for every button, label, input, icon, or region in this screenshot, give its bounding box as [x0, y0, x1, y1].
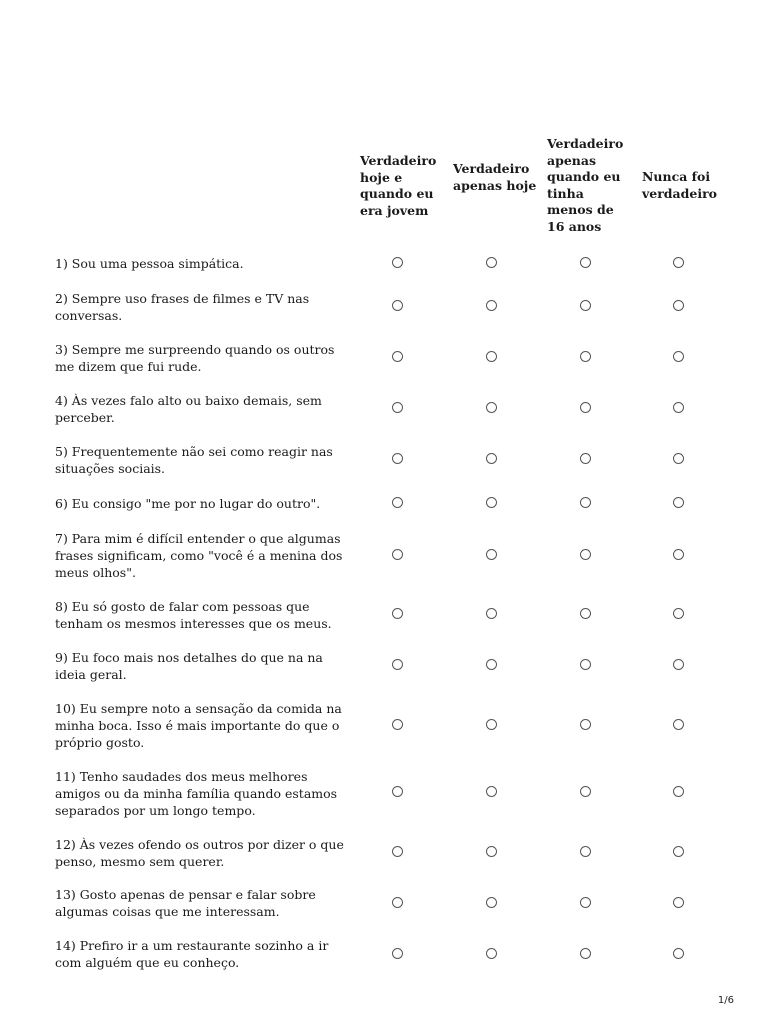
- radio-true-now-and-young[interactable]: [392, 497, 403, 508]
- radio-never-true[interactable]: [673, 948, 684, 959]
- radio-true-only-now[interactable]: [486, 453, 497, 464]
- radio-never-true[interactable]: [673, 402, 684, 413]
- radio-never-true[interactable]: [673, 846, 684, 857]
- radio-never-true[interactable]: [673, 497, 684, 508]
- radio-true-now-and-young[interactable]: [392, 351, 403, 362]
- radio-true-only-under-16[interactable]: [580, 497, 591, 508]
- radio-true-only-now[interactable]: [486, 786, 497, 797]
- radio-never-true[interactable]: [673, 659, 684, 670]
- radio-true-only-under-16[interactable]: [580, 719, 591, 730]
- radio-never-true[interactable]: [673, 897, 684, 908]
- radio-true-now-and-young[interactable]: [392, 846, 403, 857]
- radio-true-now-and-young[interactable]: [392, 719, 403, 730]
- radio-true-now-and-young[interactable]: [392, 659, 403, 670]
- question-text: 3) Sempre me surpreendo quando os outros me dizem que fui rude.: [55, 342, 335, 374]
- question-text: 14) Prefiro ir a um restaurante sozinho a ir com alguém que eu conheço.: [55, 938, 329, 970]
- radio-never-true[interactable]: [673, 549, 684, 560]
- radio-true-only-under-16[interactable]: [580, 300, 591, 311]
- radio-true-only-now[interactable]: [486, 719, 497, 730]
- question-text: 7) Para mim é difícil entender o que algumas frases significam, como "você é a menina dos meus olhos".: [55, 531, 343, 580]
- radio-true-only-under-16[interactable]: [580, 257, 591, 268]
- question-text: 10) Eu sempre noto a sensação da comida na minha boca. Isso é mais importante do que o próprio gosto.: [55, 701, 342, 750]
- radio-true-now-and-young[interactable]: [392, 257, 403, 268]
- radio-true-only-now[interactable]: [486, 300, 497, 311]
- column-header-never-true: Nunca foi verdadeiro: [642, 169, 718, 201]
- radio-true-only-now[interactable]: [486, 257, 497, 268]
- page-number: 1/6: [717, 995, 734, 1006]
- column-header-true-only-now: Verdadeiro apenas hoje: [453, 161, 537, 193]
- radio-true-only-now[interactable]: [486, 549, 497, 560]
- radio-true-now-and-young[interactable]: [392, 300, 403, 311]
- radio-true-only-under-16[interactable]: [580, 402, 591, 413]
- radio-true-now-and-young[interactable]: [392, 897, 403, 908]
- radio-never-true[interactable]: [673, 786, 684, 797]
- radio-never-true[interactable]: [673, 453, 684, 464]
- radio-true-only-now[interactable]: [486, 948, 497, 959]
- radio-true-only-now[interactable]: [486, 402, 497, 413]
- question-text: 6) Eu consigo "me por no lugar do outro".: [55, 496, 321, 511]
- radio-true-only-under-16[interactable]: [580, 453, 591, 464]
- radio-true-only-under-16[interactable]: [580, 549, 591, 560]
- radio-never-true[interactable]: [673, 351, 684, 362]
- radio-true-only-under-16[interactable]: [580, 351, 591, 362]
- radio-true-only-now[interactable]: [486, 497, 497, 508]
- column-headers: [0, 0, 768, 250]
- radio-true-now-and-young[interactable]: [392, 402, 403, 413]
- radio-never-true[interactable]: [673, 608, 684, 619]
- column-header-true-only-under-16: Verdadeiro apenas quando eu tinha menos de 16 anos: [547, 136, 624, 234]
- radio-true-only-now[interactable]: [486, 846, 497, 857]
- question-text: 2) Sempre uso frases de filmes e TV nas conversas.: [55, 291, 310, 323]
- radio-true-only-under-16[interactable]: [580, 846, 591, 857]
- radio-true-only-under-16[interactable]: [580, 897, 591, 908]
- radio-true-only-now[interactable]: [486, 608, 497, 619]
- radio-never-true[interactable]: [673, 719, 684, 730]
- radio-true-only-under-16[interactable]: [580, 786, 591, 797]
- radio-true-only-now[interactable]: [486, 351, 497, 362]
- radio-true-now-and-young[interactable]: [392, 608, 403, 619]
- question-text: 12) Às vezes ofendo os outros por dizer o que penso, mesmo sem querer.: [55, 837, 344, 869]
- question-text: 11) Tenho saudades dos meus melhores amigos ou da minha família quando estamos separados por um longo tempo.: [55, 769, 338, 818]
- question-text: 8) Eu só gosto de falar com pessoas que tenham os mesmos interesses que os meus.: [55, 599, 332, 631]
- radio-true-now-and-young[interactable]: [392, 948, 403, 959]
- radio-true-now-and-young[interactable]: [392, 549, 403, 560]
- question-text: 13) Gosto apenas de pensar e falar sobre algumas coisas que me interessam.: [55, 887, 316, 919]
- radio-never-true[interactable]: [673, 300, 684, 311]
- radio-true-only-now[interactable]: [486, 897, 497, 908]
- question-text: 4) Às vezes falo alto ou baixo demais, sem perceber.: [55, 393, 322, 425]
- radio-true-only-under-16[interactable]: [580, 659, 591, 670]
- radio-true-now-and-young[interactable]: [392, 453, 403, 464]
- column-header-true-now-and-young: Verdadeiro hoje e quando eu era jovem: [360, 153, 437, 218]
- question-text: 1) Sou uma pessoa simpática.: [55, 256, 244, 271]
- radio-true-only-now[interactable]: [486, 659, 497, 670]
- radio-true-now-and-young[interactable]: [392, 786, 403, 797]
- radio-true-only-under-16[interactable]: [580, 948, 591, 959]
- question-text: 5) Frequentemente não sei como reagir nas situações sociais.: [55, 444, 333, 476]
- radio-never-true[interactable]: [673, 257, 684, 268]
- radio-true-only-under-16[interactable]: [580, 608, 591, 619]
- question-text: 9) Eu foco mais nos detalhes do que na na ideia geral.: [55, 650, 323, 682]
